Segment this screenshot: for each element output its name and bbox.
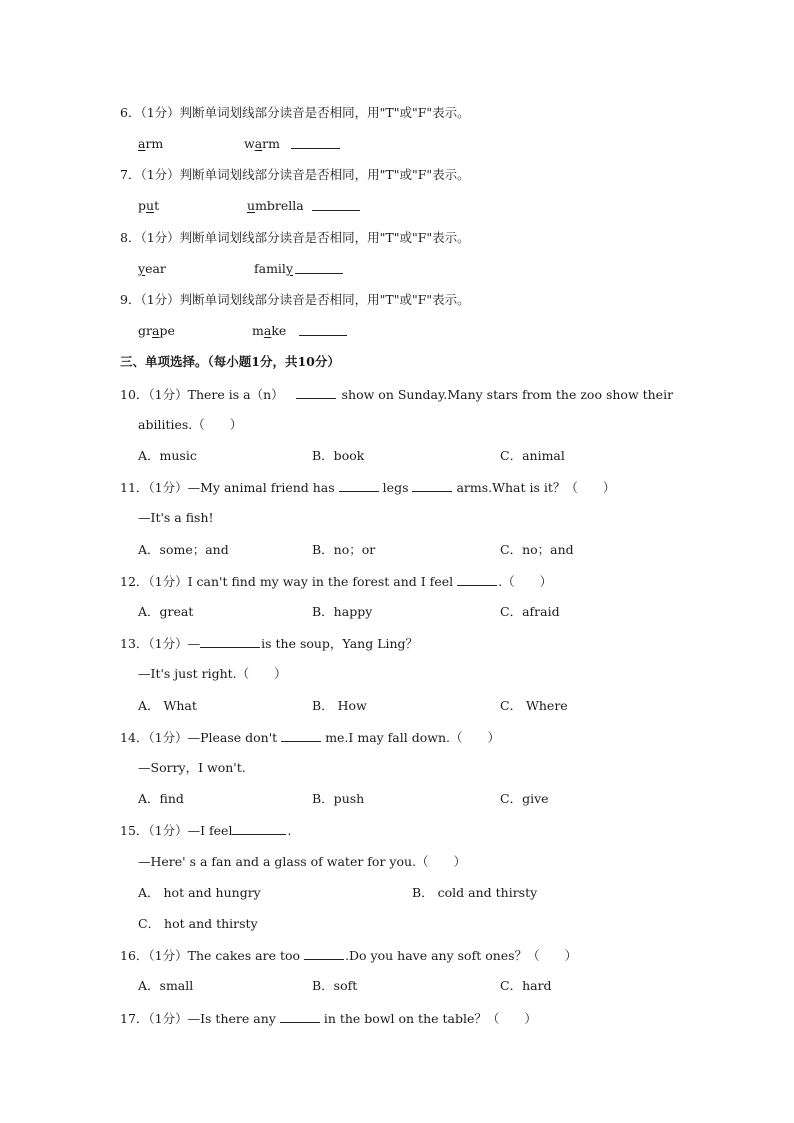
question-8-word-1: year (138, 261, 166, 276)
question-11-option-c[interactable]: C．no；and (500, 542, 574, 557)
question-9-word-1: grape (138, 323, 175, 338)
question-16-option-a[interactable]: A．small (138, 978, 194, 993)
question-11-stem-line-2: —It's a fish! (138, 510, 214, 525)
question-7-word-2: umbrella (247, 198, 304, 213)
question-9-stem: 9．（1分）判断单词划线部分读音是否相同，用"T"或"F"表示。 (120, 292, 470, 307)
question-6-answer-blank[interactable] (289, 136, 342, 153)
question-12-option-c[interactable]: C．afraid (500, 604, 560, 619)
question-14-blank[interactable] (281, 729, 321, 742)
question-9-word-2: make (252, 323, 287, 338)
question-6-stem: 6．（1分）判断单词划线部分读音是否相同，用"T"或"F"表示。 (120, 105, 470, 120)
question-12-option-a[interactable]: A．great (138, 604, 194, 619)
question-12-blank[interactable] (457, 573, 497, 586)
question-13-option-c[interactable]: C． Where (500, 698, 568, 713)
question-13-option-a[interactable]: A． What (138, 698, 197, 713)
question-16-blank[interactable] (304, 947, 344, 960)
question-7-stem: 7．（1分）判断单词划线部分读音是否相同，用"T"或"F"表示。 (120, 167, 470, 182)
question-11-blank-2[interactable] (412, 479, 452, 492)
question-16-stem: 16．（1分）The cakes are too .Do you have any soft ones？（ ） (120, 948, 578, 963)
question-15-option-b[interactable]: B． cold and thirsty (412, 885, 538, 900)
question-9-answer-blank[interactable] (297, 323, 349, 340)
question-14-option-c[interactable]: C．give (500, 791, 549, 806)
question-14-stem-line-2: —Sorry，I won't. (138, 760, 246, 775)
question-15-option-a[interactable]: A． hot and hungry (138, 885, 261, 900)
question-15-blank[interactable] (232, 822, 286, 835)
question-17-stem: 17．（1分）—Is there any in the bowl on the table？（ ） (120, 1011, 537, 1026)
section-3-heading: 三、单项选择。（每小题1分，共10分） (120, 354, 340, 369)
question-10-stem: 10．（1分）There is a（n） show on Sunday.Many stars from the zoo show their (120, 387, 674, 402)
question-17-blank[interactable] (280, 1010, 320, 1023)
question-15-stem: 15．（1分）—I feel . (120, 823, 292, 838)
question-6-word-1: arm (138, 136, 164, 151)
question-8-stem: 8．（1分）判断单词划线部分读音是否相同，用"T"或"F"表示。 (120, 230, 470, 245)
question-13-option-b[interactable]: B． How (312, 698, 367, 713)
question-14-stem: 14．（1分）—Please don't me.I may fall down.（ ） (120, 730, 500, 745)
question-8-word-2: family (254, 261, 293, 276)
question-15-option-c[interactable]: C． hot and thirsty (138, 916, 258, 931)
question-7-word-1: put (138, 198, 160, 213)
question-12-stem: 12．（1分）I can't find my way in the forest and I feel .（ ） (120, 574, 553, 589)
question-7-answer-blank[interactable] (310, 198, 362, 215)
question-11-stem: 11．（1分）—My animal friend has legs arms.What is it？（ ） (120, 480, 616, 495)
question-14-option-a[interactable]: A．find (138, 791, 184, 806)
question-10-option-c[interactable]: C．animal (500, 448, 565, 463)
question-16-option-b[interactable]: B．soft (312, 978, 358, 993)
question-16-option-c[interactable]: C．hard (500, 978, 552, 993)
question-11-option-b[interactable]: B．no；or (312, 542, 376, 557)
question-15-stem-line-2: —Here' s a fan and a glass of water for you.（ ） (138, 854, 467, 869)
question-11-option-a[interactable]: A．some；and (138, 542, 229, 557)
question-6-word-2: warm (244, 136, 280, 151)
question-10-option-a[interactable]: A．music (138, 448, 197, 463)
question-8-answer-blank[interactable] (293, 261, 345, 278)
question-12-option-b[interactable]: B．happy (312, 604, 373, 619)
question-14-option-b[interactable]: B．push (312, 791, 365, 806)
question-10-option-b[interactable]: B．book (312, 448, 365, 463)
question-11-blank-1[interactable] (339, 479, 379, 492)
question-13-blank[interactable] (200, 635, 260, 648)
question-13-stem-line-2: —It's just right.（ ） (138, 666, 287, 681)
question-13-stem: 13．（1分）— is the soup，Yang Ling？ (120, 636, 419, 651)
question-10-blank[interactable] (296, 386, 336, 399)
question-10-stem-line-2: abilities.（ ） (138, 417, 243, 432)
